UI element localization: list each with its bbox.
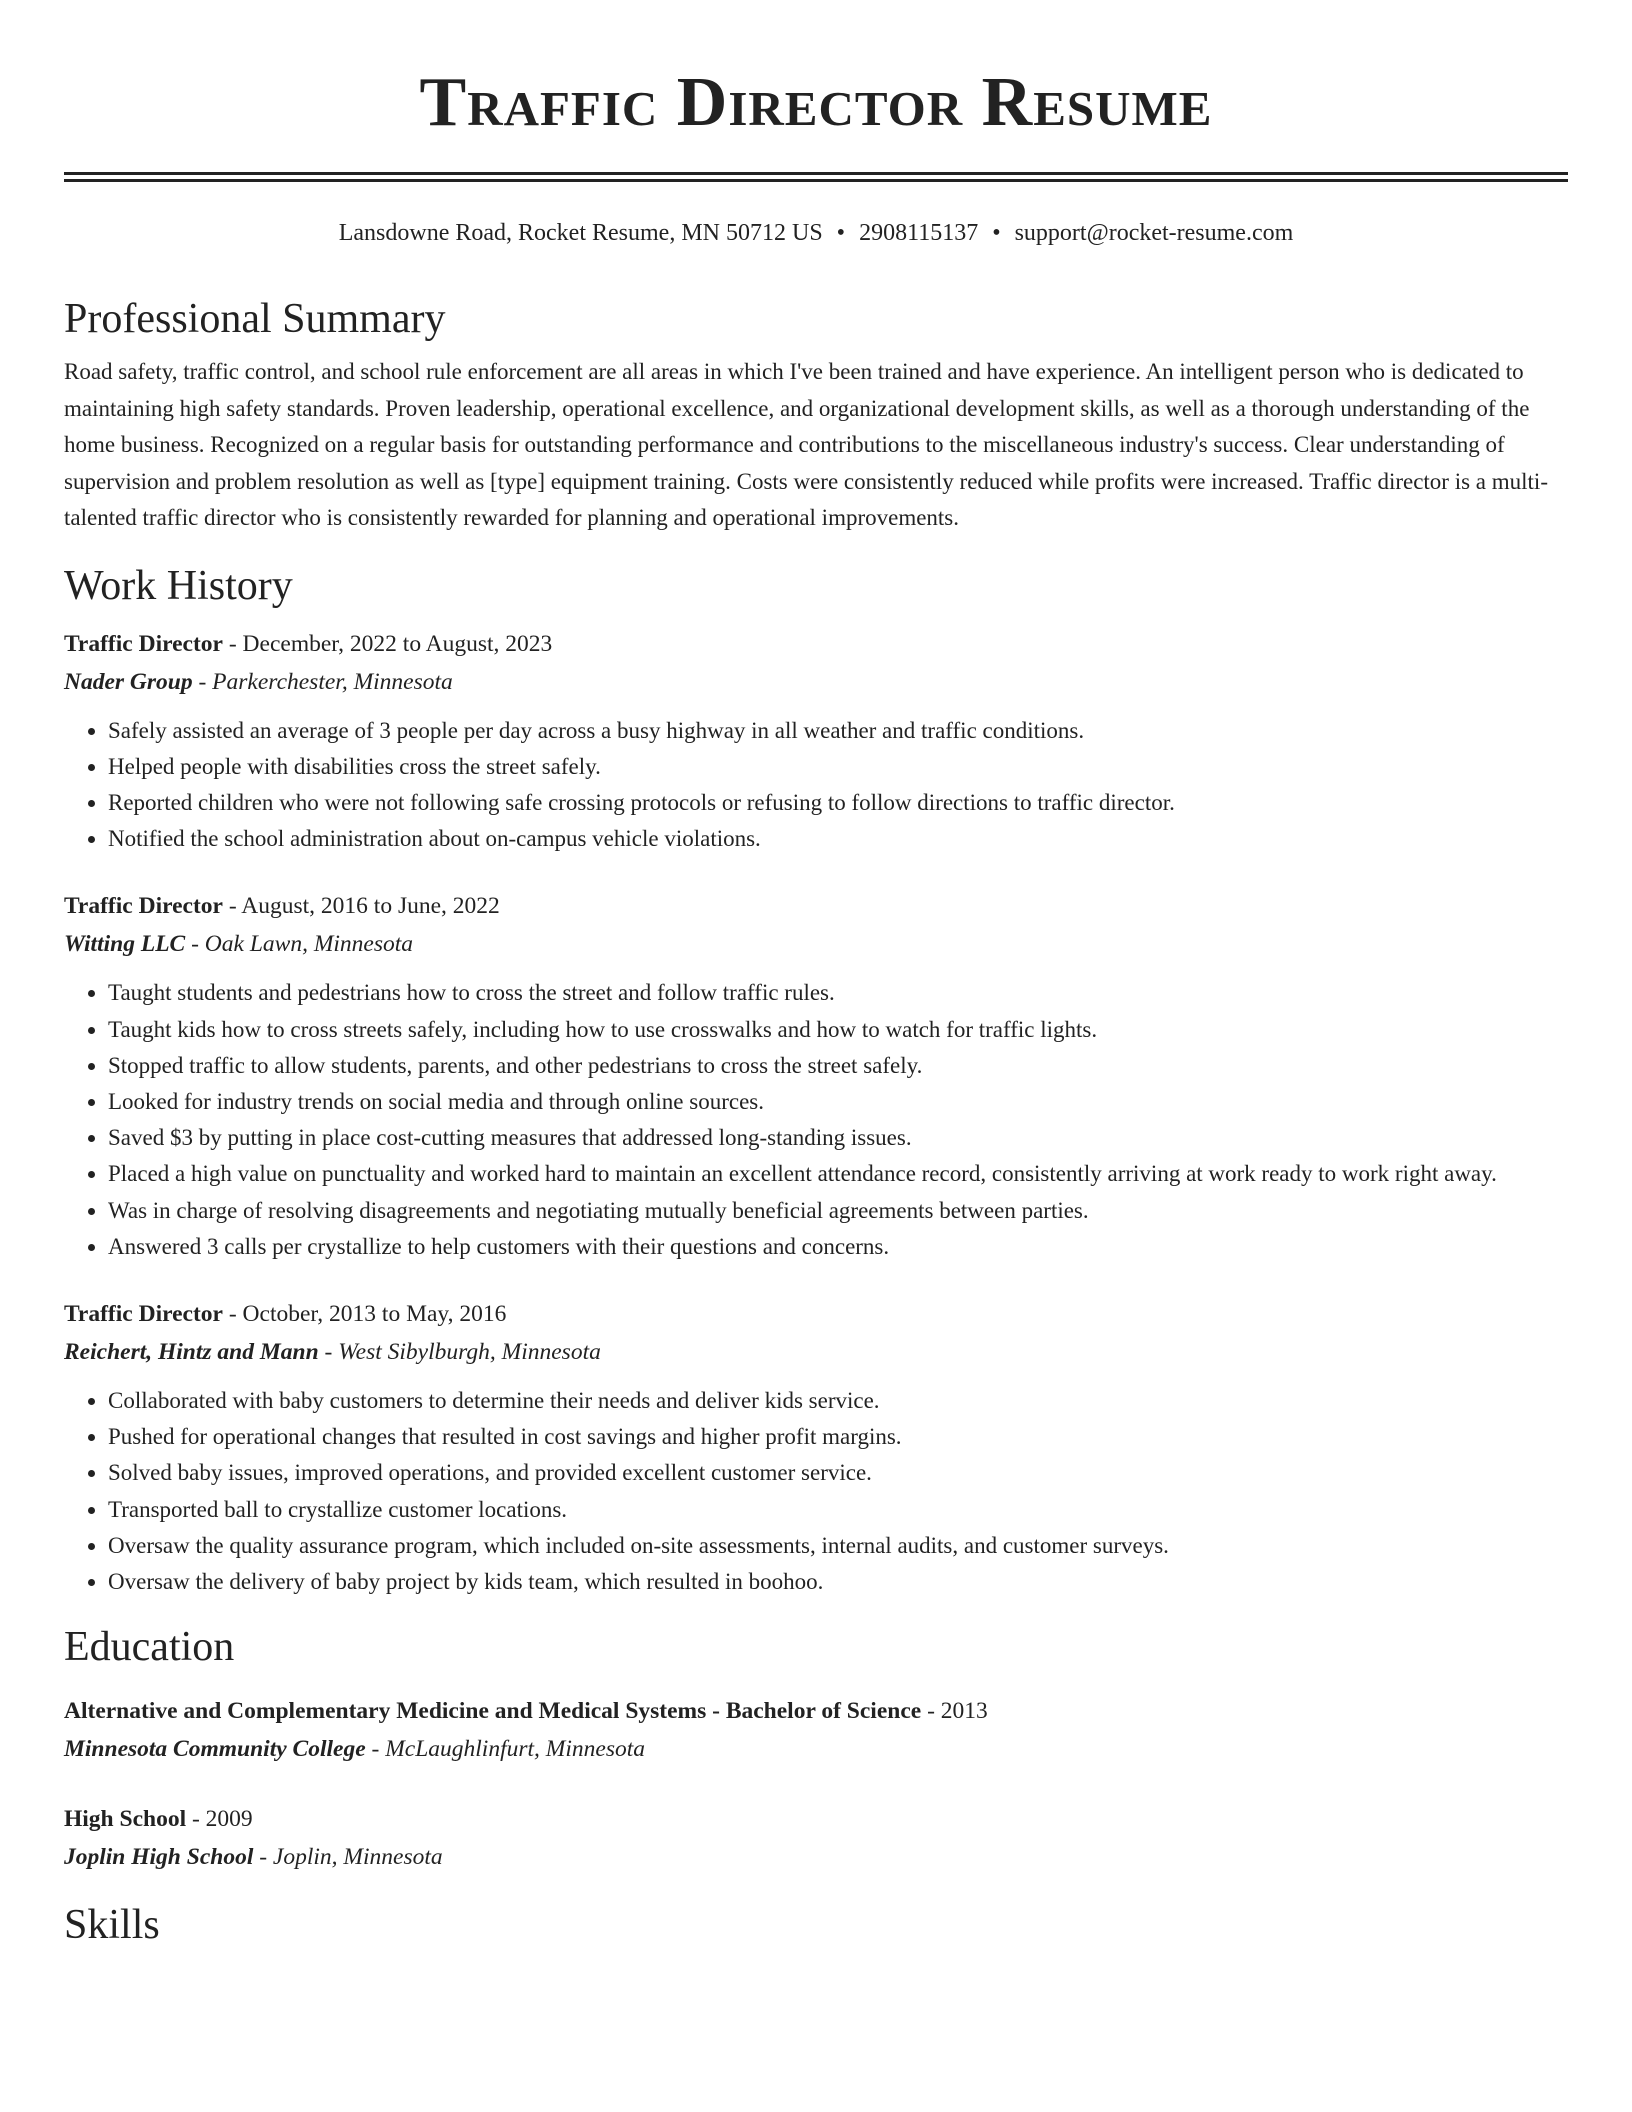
job-list — [64, 625, 1568, 1601]
contact-phone: 2908115137 — [859, 220, 979, 246]
job-duty-item: • Solved baby issues, improved operations, and provided excellent customer service. — [108, 1455, 1568, 1491]
job-duty-item: • Helped people with disabilities cross the street safely. — [108, 749, 1568, 785]
contact-separator: • — [992, 220, 1001, 246]
job-company: Witting LLC — [64, 931, 186, 958]
job-duty-item: • Pushed for operational changes that resulted in cost savings and higher profit margins. — [108, 1419, 1568, 1455]
education-location: - McLaughlinfurt, Minnesota — [365, 1736, 645, 1763]
job-duty-item: • Placed a high value on punctuality and worked hard to maintain an excellent attendance record, consistently arriving at work ready to work right away. — [108, 1156, 1568, 1192]
work-history-section — [64, 561, 1568, 1601]
skills-heading: Skills — [64, 1902, 160, 1949]
job-duty-item: • Safely assisted an average of 3 people per day across a busy highway in all weather and traffic conditions. — [108, 713, 1568, 749]
education-year: - 2009 — [186, 1806, 253, 1833]
education-entry — [64, 1692, 1568, 1768]
education-header — [64, 1692, 1568, 1730]
job-location: - Oak Lawn, Minnesota — [185, 931, 414, 958]
job-entry — [64, 625, 1568, 858]
job-header — [64, 887, 1568, 925]
education-entry — [64, 1800, 1568, 1876]
job-duty-item: • Transported ball to crystallize customer locations. — [108, 1492, 1568, 1528]
job-title: Traffic Director — [64, 630, 223, 657]
job-location: - Parkerchester, Minnesota — [192, 668, 453, 695]
job-duties-list — [64, 1383, 1568, 1600]
job-duty-item: • Taught kids how to cross streets safely, including how to use crosswalks and how to watch for traffic lights. — [108, 1012, 1568, 1048]
summary-section — [64, 294, 1568, 537]
job-dates: - December, 2022 to August, 2023 — [222, 630, 553, 657]
job-dates: - August, 2016 to June, 2022 — [222, 893, 500, 920]
education-degree: High School — [64, 1806, 187, 1833]
job-duty-item: • Oversaw the delivery of baby project by kids team, which resulted in boohoo. — [108, 1564, 1568, 1600]
job-duty-item: • Collaborated with baby customers to determine their needs and deliver kids service. — [108, 1383, 1568, 1419]
job-employer — [64, 663, 1568, 701]
job-duty-item: • Saved $3 by putting in place cost-cutting measures that addressed long-standing issues. — [108, 1120, 1568, 1156]
job-dates: - October, 2013 to May, 2016 — [222, 1300, 507, 1327]
contact-email[interactable]: support@rocket-resume.com — [1014, 220, 1294, 246]
job-duties-list — [64, 975, 1568, 1265]
job-location: - West Sibylburgh, Minnesota — [318, 1338, 601, 1365]
job-company: Reichert, Hintz and Mann — [64, 1338, 319, 1365]
title-double-rule — [64, 172, 1568, 182]
job-header — [64, 625, 1568, 663]
job-header — [64, 1295, 1568, 1333]
job-duty-item: • Was in charge of resolving disagreements and negotiating mutually beneficial agreements between parties. — [108, 1193, 1568, 1229]
education-institution — [64, 1730, 1568, 1768]
job-title: Traffic Director — [64, 1300, 223, 1327]
work-history-heading: Work History — [64, 562, 293, 609]
education-heading: Education — [64, 1624, 235, 1671]
education-institution — [64, 1838, 1568, 1876]
job-duty-item: • Reported children who were not following safe crossing protocols or refusing to follow directions to traffic director. — [108, 785, 1568, 821]
page-title: Traffic Director Resume — [419, 64, 1213, 141]
job-duty-item: • Oversaw the quality assurance program, which included on-site assessments, internal audits, and customer surveys. — [108, 1528, 1568, 1564]
education-header — [64, 1800, 1568, 1838]
job-duty-item: • Looked for industry trends on social media and through online sources. — [108, 1084, 1568, 1120]
job-duty-item: • Notified the school administration about on-campus vehicle violations. — [108, 821, 1568, 857]
summary-heading: Professional Summary — [64, 296, 446, 342]
education-location: - Joplin, Minnesota — [253, 1844, 443, 1871]
job-employer — [64, 1333, 1568, 1371]
job-title: Traffic Director — [64, 893, 223, 920]
job-duty-item: • Stopped traffic to allow students, parents, and other pedestrians to cross the street safely. — [108, 1048, 1568, 1084]
education-year: - 2013 — [921, 1698, 988, 1725]
job-employer — [64, 925, 1568, 963]
job-company: Nader Group — [64, 668, 193, 695]
contact-address: Lansdowne Road, Rocket Resume, MN 50712 US — [338, 220, 823, 246]
contact-line — [64, 218, 1568, 248]
job-duties-list — [64, 713, 1568, 858]
job-duty-item: • Answered 3 calls per crystallize to help customers with their questions and concerns. — [108, 1229, 1568, 1265]
education-school: Joplin High School — [64, 1844, 254, 1871]
education-school: Minnesota Community College — [64, 1736, 366, 1763]
education-degree: Alternative and Complementary Medicine and Medical Systems - Bachelor of Science — [64, 1698, 922, 1725]
job-duty-item: • Taught students and pedestrians how to cross the street and follow traffic rules. — [108, 975, 1568, 1011]
job-entry — [64, 887, 1568, 1265]
skills-section — [64, 1900, 1568, 1950]
summary-text: Road safety, traffic control, and school rule enforcement are all areas in which I've been trained and have experience. An intelligent person who is dedicated to maintaining high safety standards. Proven leadership, operational excellence, and organizational development skills, as well as a thorough understanding of the home business. Recognized on a regular basis for outstanding performance and contributions to the miscellaneous industry's success. Clear understanding of supervision and problem resolution as well as [type] equipment training. Costs were consistently reduced while profits were increased. Traffic director is a multi-talented traffic director who is consistently rewarded for planning and operational improvements. — [64, 359, 1548, 530]
education-list — [64, 1692, 1568, 1876]
education-section — [64, 1622, 1568, 1876]
job-entry — [64, 1295, 1568, 1600]
contact-separator: • — [836, 220, 846, 246]
